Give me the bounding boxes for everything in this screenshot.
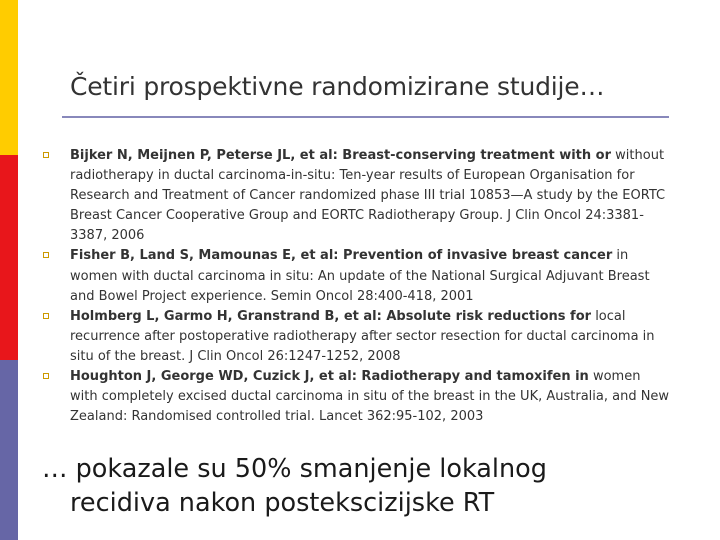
accent-bar-blue bbox=[0, 360, 18, 540]
square-bullet-icon bbox=[43, 252, 49, 258]
slide-title: Četiri prospektivne randomizirane studije… bbox=[70, 72, 605, 101]
reference-details: women with completely excised ductal carcinoma in situ of the breast in the UK, Australia, and New Zealand: Randomised controlled trial. Lancet 362:95-102, 2003 bbox=[70, 369, 670, 425]
conclusion-line-2: recidiva nakon postekscizijske RT bbox=[70, 488, 495, 518]
conclusion-line-1: … pokazale su 50% smanjenje lokalnog bbox=[42, 454, 547, 484]
reference-details: in women with ductal carcinoma in situ: An update of the National Surgical Adjuvant Breast and Bowel Project experience. Semin Oncol 28:400-418, 2001 bbox=[70, 248, 650, 304]
reference-item-2 bbox=[70, 246, 670, 306]
title-divider bbox=[62, 116, 669, 118]
reference-list bbox=[70, 146, 670, 427]
reference-authors: Holmberg L, Garmo H, Granstrand B, et al: Absolute risk reductions for bbox=[70, 308, 592, 324]
accent-bar-yellow bbox=[0, 0, 18, 155]
square-bullet-icon bbox=[43, 373, 49, 379]
reference-details: without radiotherapy in ductal carcinoma-in-situ: Ten-year results of European Organisation for Research and Treatment of Cancer randomized phase III trial 10853—A study by the EORTC Breast Cancer Cooperative Group and EORTC Radiotherapy Group. J Clin Oncol 24:3381-3387, 2006 bbox=[70, 148, 666, 244]
reference-item-4 bbox=[70, 367, 670, 427]
reference-item-3 bbox=[70, 307, 670, 367]
square-bullet-icon bbox=[43, 313, 49, 319]
reference-authors: Houghton J, George WD, Cuzick J, et al: Radiotherapy and tamoxifen in bbox=[70, 369, 589, 385]
reference-details: local recurrence after postoperative radiotherapy after sector resection for ductal carcinoma in situ of the breast. J Clin Oncol 26:1247-1252, 2008 bbox=[70, 308, 655, 364]
conclusion-text bbox=[42, 452, 682, 520]
accent-bar-red bbox=[0, 155, 18, 360]
square-bullet-icon bbox=[43, 152, 49, 158]
reference-authors: Fisher B, Land S, Mamounas E, et al: Prevention of invasive breast cancer bbox=[70, 248, 613, 264]
reference-authors: Bijker N, Meijnen P, Peterse JL, et al: Breast-conserving treatment with or bbox=[70, 148, 612, 163]
reference-item-1 bbox=[70, 146, 670, 246]
